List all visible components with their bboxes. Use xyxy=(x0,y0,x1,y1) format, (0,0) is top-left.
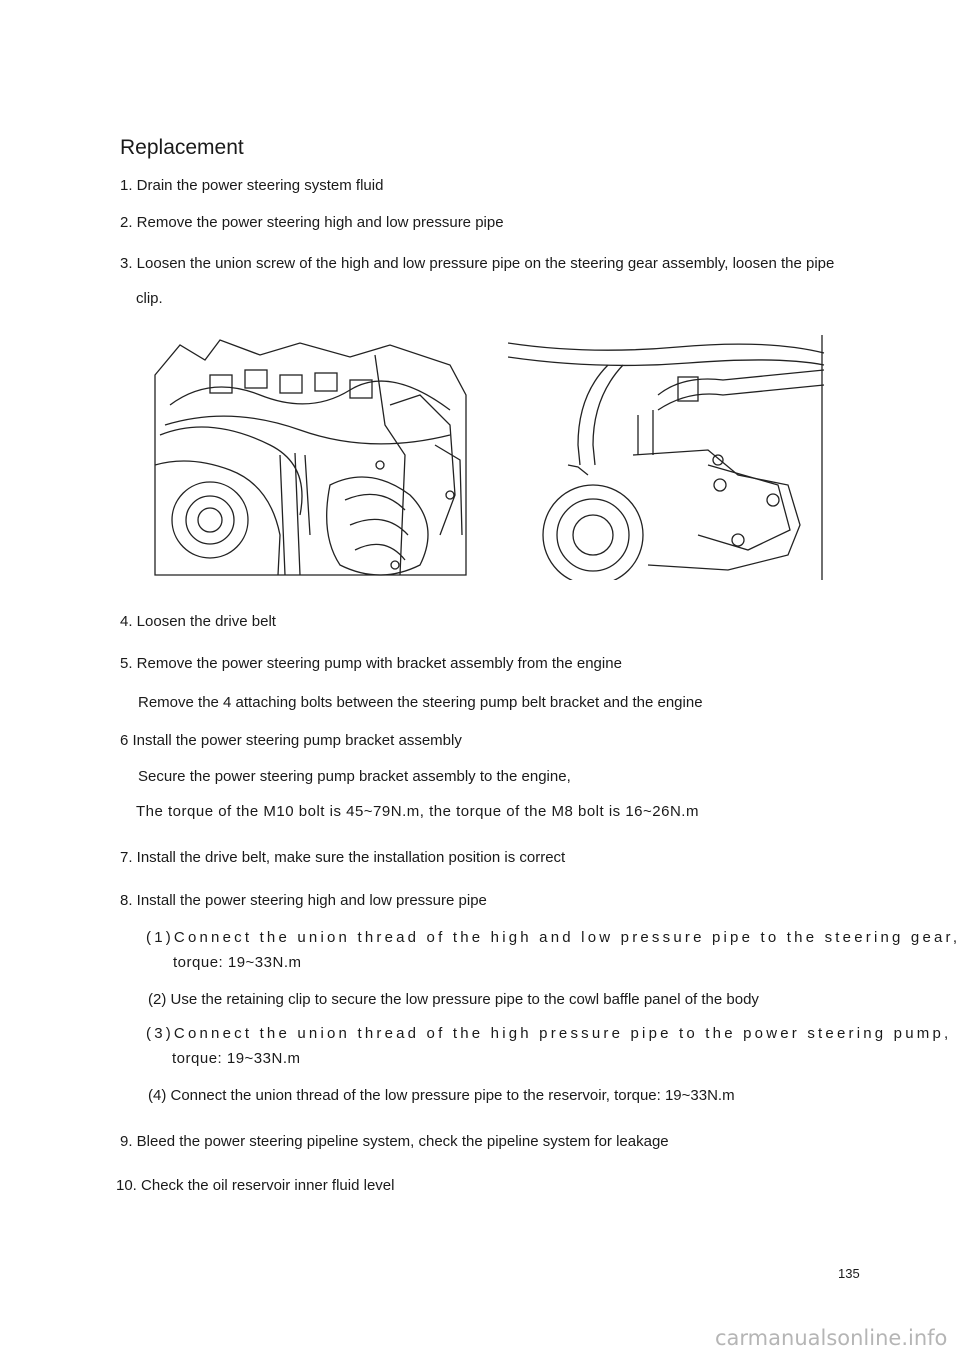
step-6-detail-1: Secure the power steering pump bracket assembly to the engine, xyxy=(138,768,571,785)
step-2: 2. Remove the power steering high and low pressure pipe xyxy=(120,214,504,231)
steering-pump-illustration xyxy=(508,335,826,580)
step-6-torque-spec: The torque of the M10 bolt is 45~79N.m, the torque of the M8 bolt is 16~26N.m xyxy=(136,803,699,820)
step-8-substep-4: (4) Connect the union thread of the low pressure pipe to the reservoir, torque: 19~33N.m xyxy=(148,1087,735,1104)
step-7: 7. Install the drive belt, make sure the installation position is correct xyxy=(120,849,566,866)
step-10: 10. Check the oil reservoir inner fluid level xyxy=(116,1177,395,1194)
step-6: 6 Install the power steering pump bracket assembly xyxy=(120,732,462,749)
step-8-substep-2: (2) Use the retaining clip to secure the low pressure pipe to the cowl baffle panel of the body xyxy=(148,991,759,1008)
step-5: 5. Remove the power steering pump with bracket assembly from the engine xyxy=(120,655,622,672)
step-4: 4. Loosen the drive belt xyxy=(120,613,276,630)
step-3-line-1: 3. Loosen the union screw of the high and low pressure pipe on the steering gear assembly, loosen the pipe xyxy=(120,255,835,272)
step-8-substep-3-line-2: torque: 19~33N.m xyxy=(172,1050,301,1067)
step-9: 9. Bleed the power steering pipeline system, check the pipeline system for leakage xyxy=(120,1133,669,1150)
step-8: 8. Install the power steering high and low pressure pipe xyxy=(120,892,487,909)
site-watermark: carmanualsonline.info xyxy=(715,1326,948,1350)
step-8-substep-1-line-1: (1)Connect the union thread of the high and low pressure pipe to the steering gear, xyxy=(146,929,960,946)
step-8-substep-3-line-1: (3)Connect the union thread of the high pressure pipe to the power steering pump, xyxy=(146,1025,952,1042)
page-title: Replacement xyxy=(120,136,244,159)
step-3-line-2: clip. xyxy=(136,290,163,307)
step-8-substep-1-line-2: torque: 19~33N.m xyxy=(173,954,302,971)
step-1: 1. Drain the power steering system fluid xyxy=(120,177,384,194)
page-number: 135 xyxy=(838,1266,860,1281)
steering-gear-illustration xyxy=(150,335,470,585)
step-5-detail: Remove the 4 attaching bolts between the steering pump belt bracket and the engine xyxy=(138,694,703,711)
